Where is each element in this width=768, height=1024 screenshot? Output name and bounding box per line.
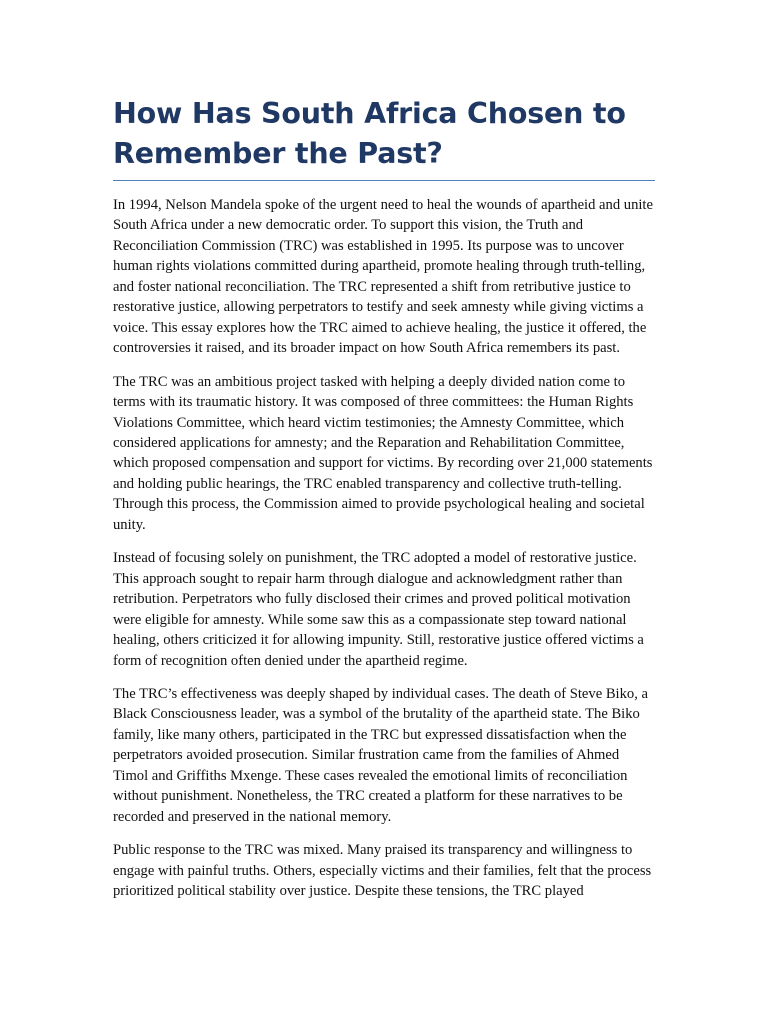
paragraph-5: Public response to the TRC was mixed. Many praised its transparency and willingness to engage with painful truths. Others, especially victims and their families, felt that the process prioritized political stability over justice. Despite these tensions, the TRC played — [113, 842, 652, 900]
paragraph-4: The TRC’s effectiveness was deeply shaped by individual cases. The death of Steve Biko, a Black Consciousness leader, was a symbol of the brutality of the apartheid state. The Biko family, like many others, participated in the TRC but expressed dissatisfaction when the perpetrators avoided prosecution. Similar frustration came from the families of Ahmed Timol and Griffiths Mxenge. These cases revealed the emotional limits of reconciliation without punishment. Nonetheless, the TRC created a platform for these narratives to be recorded and preserved in the national memory. — [113, 685, 648, 825]
paragraph-3: Instead of focusing solely on punishment, the TRC adopted a model of restorative justice. This approach sought to repair harm through dialogue and acknowledgment rather than retribution. Perpetrators who fully disclosed their crimes and proved political motivation were eligible for amnesty. While some saw this as a compassionate step toward national healing, others criticized it for allowing impunity. Still, restorative justice offered victims a form of recognition often denied under the apartheid regime. — [113, 550, 644, 669]
document-title: How Has South Africa Chosen to Remember the Past? — [113, 97, 626, 170]
title-underline-rule — [113, 180, 655, 181]
document-page — [113, 94, 655, 915]
paragraph-1: In 1994, Nelson Mandela spoke of the urgent need to heal the wounds of apartheid and unite South Africa under a new democratic order. To support this vision, the Truth and Reconciliation Commission (TRC) was established in 1995. Its purpose was to uncover human rights violations committed during apartheid, promote healing through truth-telling, and foster national reconciliation. The TRC represented a shift from retributive justice to restorative justice, allowing perpetrators to testify and seek amnesty while giving victims a voice. This essay explores how the TRC aimed to achieve healing, the justice it offered, the controversies it raised, and its broader impact on how South Africa remembers its past. — [113, 197, 653, 357]
paragraph-2: The TRC was an ambitious project tasked with helping a deeply divided nation come to terms with its traumatic history. It was composed of three committees: the Human Rights Violations Committee, which heard victim testimonies; the Amnesty Committee, which considered applications for amnesty; and the Reparation and Rehabilitation Committee, which proposed compensation and support for victims. By recording over 21,000 statements and holding public hearings, the TRC enabled transparency and collective truth-telling. Through this process, the Commission aimed to provide psychological healing and societal unity. — [113, 373, 653, 533]
